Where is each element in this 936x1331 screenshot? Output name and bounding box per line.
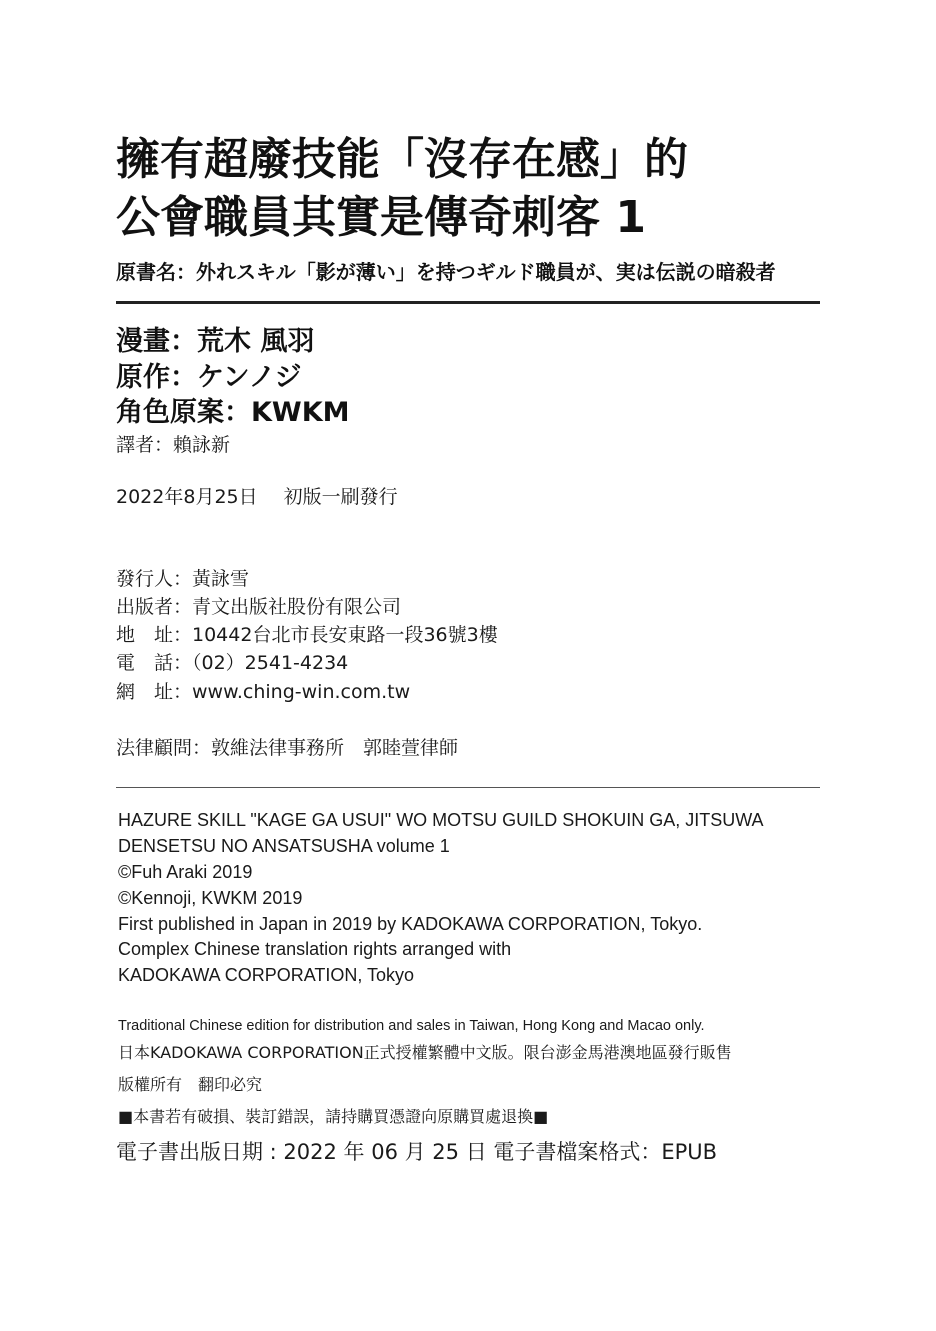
english-line: DENSETSU NO ANSATSUSHA volume 1	[118, 836, 450, 856]
release-edition: 初版一刷發行	[283, 486, 398, 508]
distribution-notice-zh: 日本KADOKAWA CORPORATION正式授權繁體中文版。限台澎金馬港澳地區發行販售	[118, 1043, 732, 1062]
english-line: First published in Japan in 2019 by KADOKAWA CORPORATION, Tokyo.	[118, 914, 703, 934]
english-line: ©Fuh Araki 2019	[118, 862, 253, 882]
section-divider	[116, 787, 820, 788]
book-title-line-1: 擁有超廢技能「沒存在感」的	[116, 134, 688, 185]
distribution-notice-en: Traditional Chinese edition for distribution and sales in Taiwan, Hong Kong and Macao only.	[118, 1018, 705, 1034]
damage-return-notice: ■本書若有破損、裝訂錯誤，請持購買憑證向原購買處退換■	[118, 1107, 549, 1126]
original-title: 原書名：外れスキル「影が薄い」を持つギルド職員が、実は伝説の暗殺者	[116, 260, 776, 284]
ebook-info: 電子書出版日期 : 2022 年 06 月 25 日 電子書檔案格式：EPUB	[116, 1140, 718, 1164]
credit-translator: 譯者：賴詠新	[116, 434, 231, 456]
publisher-issuer: 發行人：黃詠雪	[116, 568, 250, 590]
credit-manga: 漫畫：荒木 風羽	[116, 326, 315, 357]
copyright-notice: 版權所有 翻印必究	[118, 1075, 263, 1094]
publisher-address: 地 址：10442台北市長安東路一段36號3樓	[116, 624, 498, 646]
credit-character-design: 角色原案：KWKM	[116, 397, 350, 428]
release-info	[116, 484, 398, 510]
english-line: Complex Chinese translation rights arranged with	[118, 939, 512, 959]
english-line: HAZURE SKILL "KAGE GA USUI" WO MOTSU GUILD SHOKUIN GA, JITSUWA	[118, 810, 764, 830]
book-title-line-2: 公會職員其實是傳奇刺客 1	[116, 192, 646, 243]
title-divider	[116, 301, 820, 304]
release-date: 2022年8月25日	[116, 486, 258, 508]
publisher-website: 網 址：www.ching-win.com.tw	[116, 681, 411, 703]
english-line: ©Kennoji, KWKM 2019	[118, 888, 303, 908]
publisher-phone: 電 話：（02）2541-4234	[116, 652, 349, 674]
legal-advisor: 法律顧問：敦維法律事務所 郭睦萱律師	[116, 737, 459, 759]
english-line: KADOKAWA CORPORATION, Tokyo	[118, 965, 415, 985]
publisher-name: 出版者：青文出版社股份有限公司	[116, 596, 402, 618]
credit-original: 原作：ケンノジ	[116, 362, 302, 393]
